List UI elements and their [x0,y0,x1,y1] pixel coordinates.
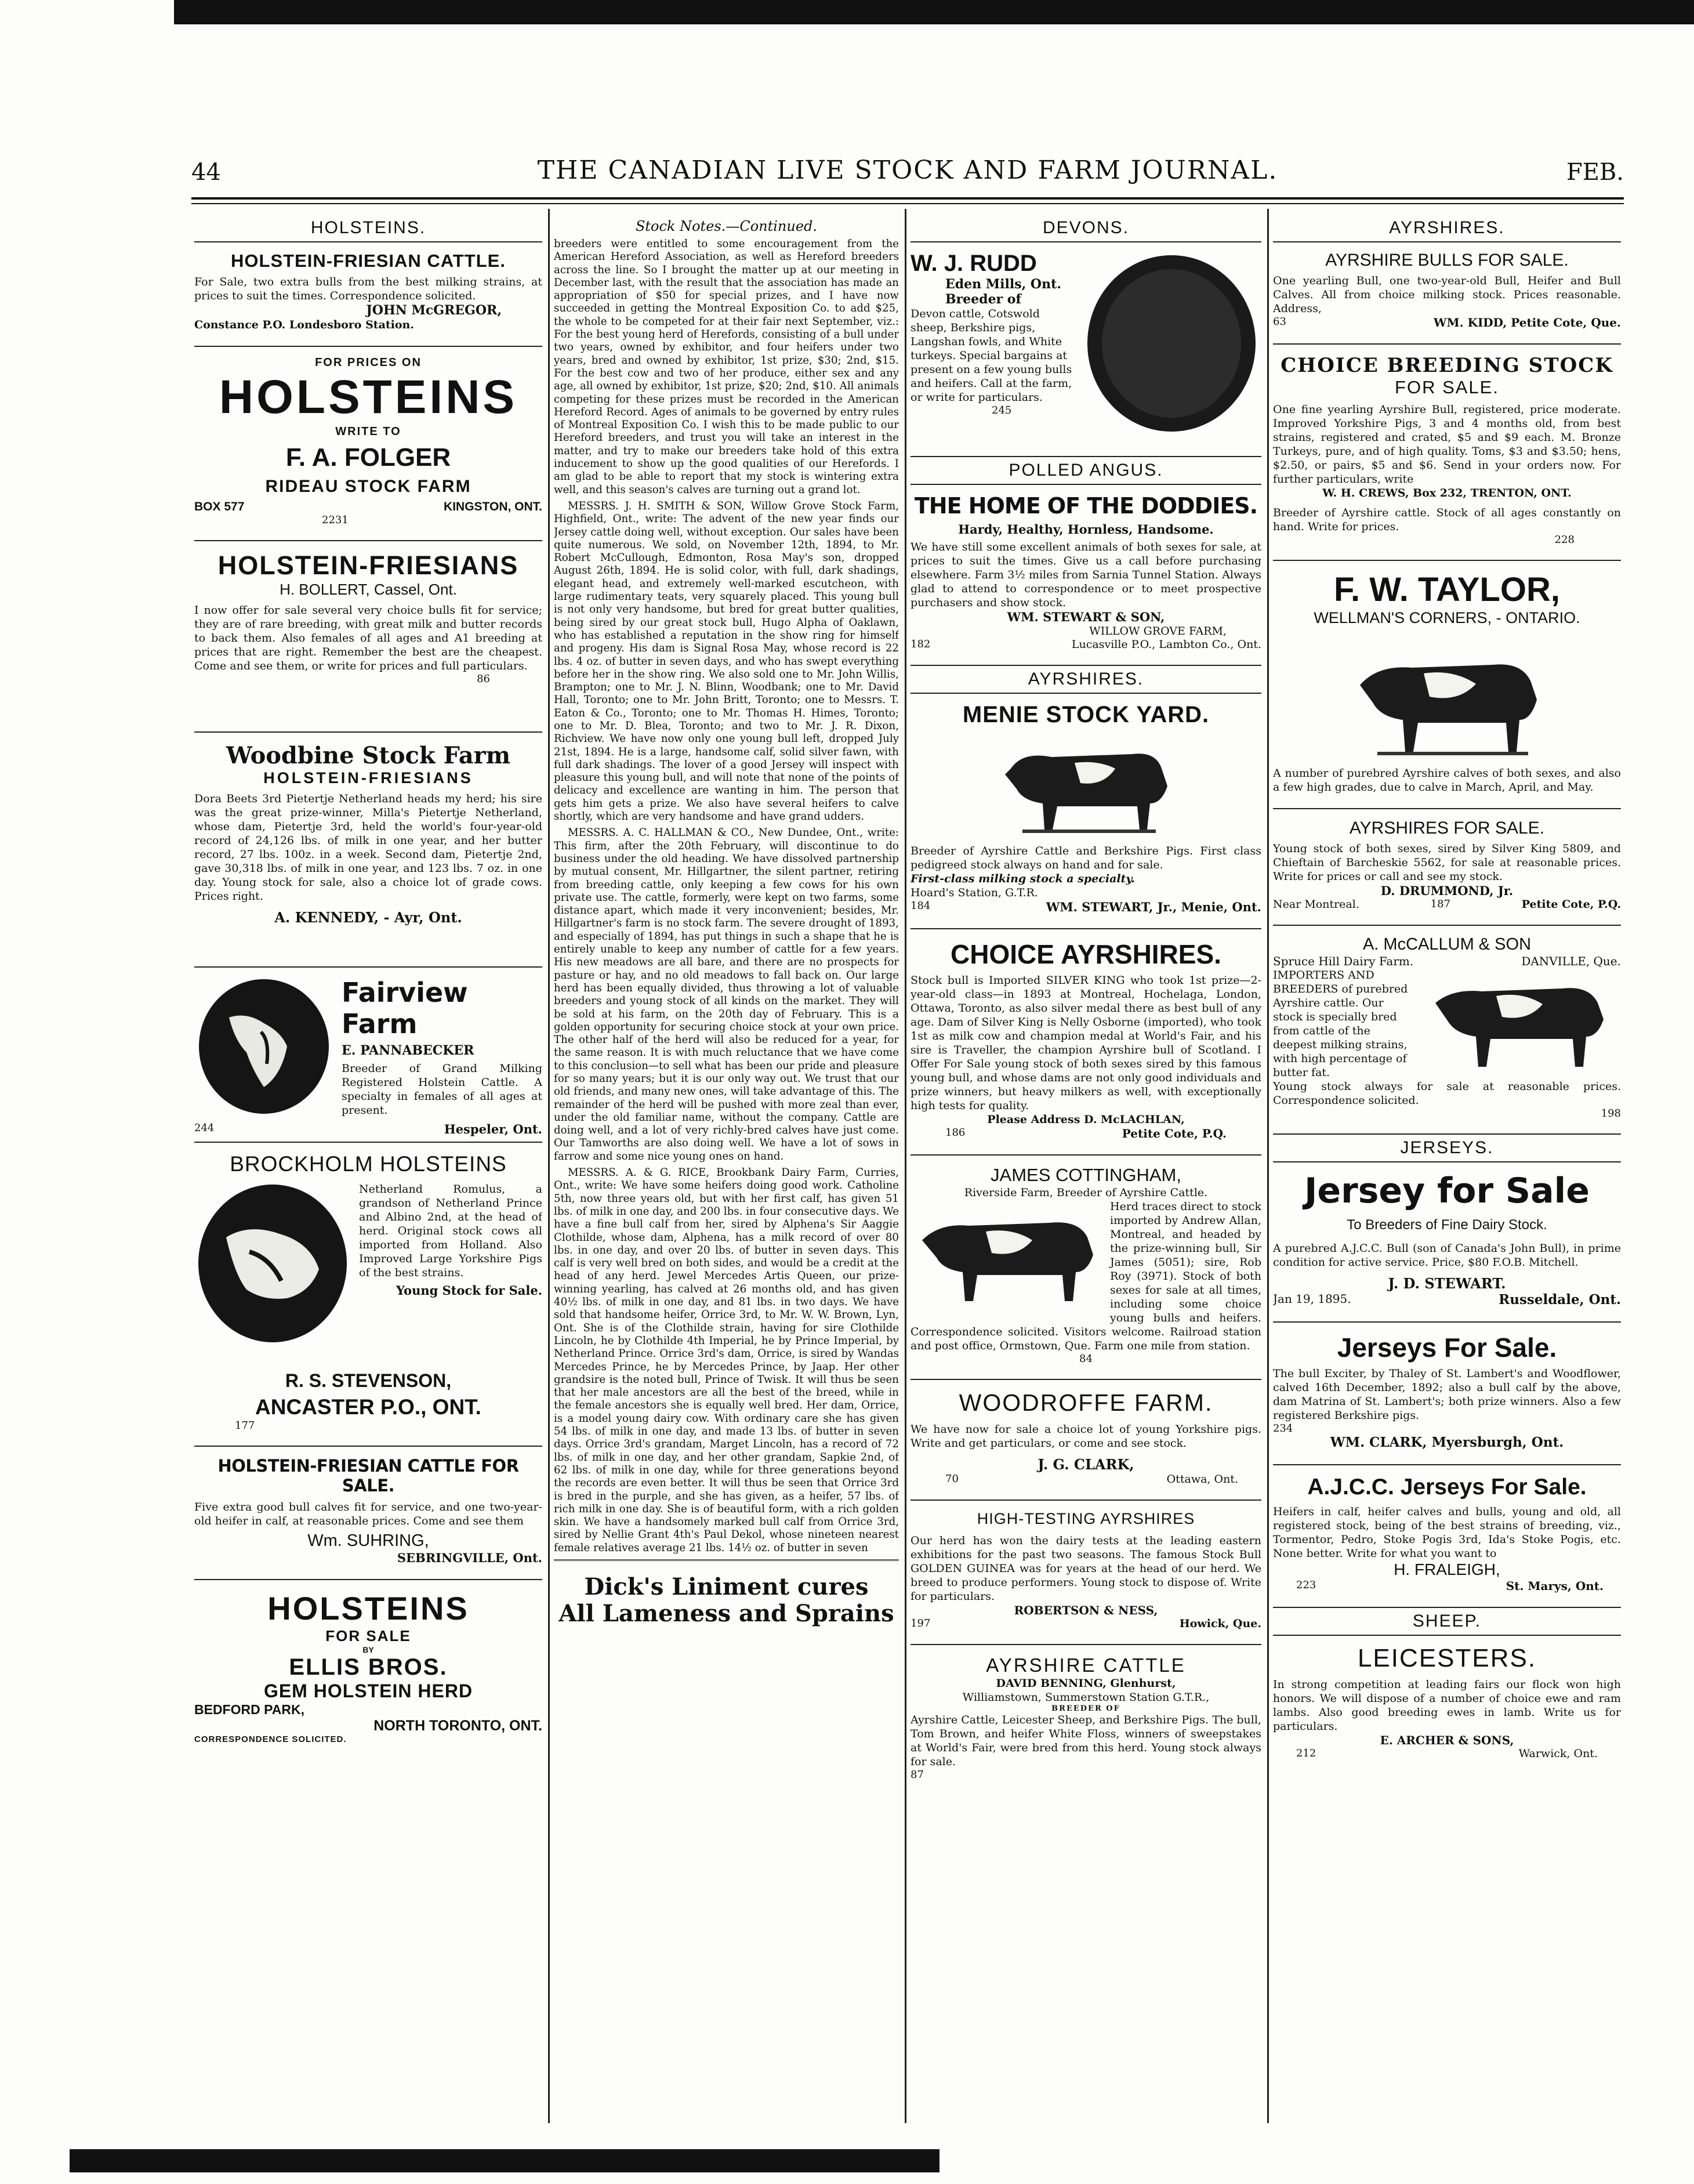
cow-illustration [1273,633,1621,760]
divider [1273,343,1621,345]
ad-kidd [1273,251,1621,329]
ad-place: SEBRINGVILLE, Ont. [397,1551,542,1565]
liniment-line-1: Dick's Liniment cures [584,1573,869,1600]
ad-text: Ayrshire Cattle, Leicester Sheep, and Berkshire Pigs. The bull, Tom Brown, and heifer White Floss, winners of sweepstakes at World's Fair, were bred from this herd. Young stock always for sale. [911,1714,1261,1768]
ad-benning [911,1654,1261,1781]
ad-number: 70 [945,1473,959,1485]
ad-name: W. J. RUDD [911,251,1037,276]
ad-text: Breeder of Ayrshire Cattle and Berkshire Pigs. First class pedigreed stock always on hand and for sale. [911,845,1261,871]
note-paragraph: MESSRS. A. & G. RICE, Brookbank Dairy Farm, Curries, Ont., write: We have some heifers doing good work. Catholine 5th, now three years old, but with her first calf, has given 51 lbs. of milk in one day, and 200 lbs. in four consecutive days. We have a fine bull calf from her, sired by Alphena's Sir Aaggie Clothilde, whose dam, Alphena, has a milk record of over 80 lbs. in one day, and over 20 lbs. of butter in seven days. This calf is very well bred on both sides, and would be a credit at the head of any herd. Jewel Mercedes Artis Queen, our prize-winning yearling, has calved at 26 months old, and has given 40½ lbs. of milk in one day, and 81 lbs. in two days. We have sold that handsome heifer, Orrice 3rd, to Mr. W. W. Brown, Lyn, Ont. She is of the Clothilde strain, having for sire Clothilde Lincoln, he by Clothilde 4th Imperial, he by Prince Imperial, by Netherland Prince. Orrice 3rd's dam, Orrice, is sired by Wandas Mercedes Prince, he by Mercedes Prince, by Jaap. Her other grandsire is the noted bull, Prince of Twisk. It will thus be seen that her male ancestors are all the best of the breed, while in the female ancestors she is equally well bred. Her dam, Orrice, is a model young dairy cow. With ordinary care she has given 54 lbs. of milk in one day, and made 13 lbs. of butter in seven days. Orrice 3rd's grandam, Marget Lincoln, has a record of 72 lbs. of milk in one day, and her other grandam, Sapkie 2nd, of 62 lbs. of milk in one day, while for three generations beyond the records are even better. It will thus be seen that Orrice 3rd is bred in the purple, and she has given, as a heifer, 57 lbs. of rich milk in one day. She is of beautiful form, with a rich golden skin. We have a handsomely marked bull calf from Orrice 3rd, sired by Nellie Grant 4th's Paul Dekol, whose nineteen nearest female relatives average 21 lbs. 14½ oz. of butter in seven [554,1167,899,1554]
ad-bollert [194,550,542,685]
ad-text: Herd traces direct to stock imported by Andrew Allan, Montreal, and headed by the prize-winning bull, Sir James (5051); sire, Rob Roy (3971). Stock of both sexes for sale at all times, including some choice young bulls and heifers. Correspondence solicited. Visitors welcome. Railroad station and post office, Ormstown, Que. Farm one mile from station. [911,1200,1261,1352]
ad-number: 177 [235,1419,255,1432]
ad-woodroffe [911,1389,1261,1486]
header-rule-thin [191,203,1624,204]
ad-place: Eden Mills, Ont. [945,277,1061,292]
ad-text: One yearling Bull, one two-year-old Bull, Heifer and Bull Calves. All from choice milking stock. Prices reasonable. Address, [1273,274,1621,315]
issue-month: FEB. [1566,159,1624,186]
ad-title: AYRSHIRE BULLS FOR SALE. [1325,251,1569,270]
stock-notes-title: Stock Notes.—Continued. [635,218,818,234]
ad-farm: Spruce Hill Dairy Farm. [1273,954,1414,968]
ad-number: 187 [1430,898,1450,910]
scan-edge-bottom [70,2149,940,2172]
ad-place: Hespeler, Ont. [444,1122,542,1136]
ad-date: Jan 19, 1895. [1273,1292,1351,1306]
ad-lead: FOR PRICES ON [315,356,422,369]
ad-text: Stock bull is Imported SILVER KING who took 1st prize—2-year-old class—in 1893 at Montreal, Hochelaga, London, Ottawa, Toronto, as also silver medal there as best bull of any age. Dam of Silver King is Nelly Osborne (imported), who took 1st as milk cow and champion medal at World's Fair, and his sire is Traveller, the champion Ayrshire bull of Scotland. I Offer For Sale young stock of both sexes sired by this famous young bull, and whose dams are not only good individuals and prize winners, but heavy milkers as well, with exceptionally high tests for quality. [911,974,1261,1112]
ad-more: Young stock always for sale at reasonable prices. Correspondence solicited. [1273,1080,1621,1107]
column-3 [911,215,1261,1795]
divider [1273,560,1621,561]
ad-place: Russeldale, Ont. [1499,1292,1621,1307]
ad-address: Please Address D. McLACHLAN, [987,1113,1185,1126]
ad-name: J. G. CLARK, [1038,1456,1134,1473]
ad-title: Jerseys For Sale. [1337,1332,1557,1363]
ad-text: I now offer for sale several very choice bulls fit for service; they are of rare breeding, with great milk and butter records to back them. Also females of all ages and A1 breeding at prices that are right. Remember the best are the cheapest. Come and see them, or write for prices and full particulars. [194,604,542,672]
ad-place: KINGSTON, ONT. [444,500,542,513]
ad-name: WM. STEWART & SON, [1007,610,1165,624]
cow-illustration [911,1200,1102,1312]
ad-place: WELLMAN'S CORNERS, - ONTARIO. [1314,609,1580,626]
ad-signature: A. KENNEDY, - Ayr, Ont. [274,909,462,926]
ad-name: Wm. SUHRING, [307,1531,429,1550]
ad-title: Woodbine Stock Farm [226,742,511,769]
divider [911,1644,1261,1645]
ad-text: One fine yearling Ayrshire Bull, registered, price moderate. Improved Yorkshire Pigs, 3 and 4 months old, from best strains, registered and crated, $5 and $9 each. M. Bronze Turkeys, pure, and of high quality. Toms, $3 and $3.50; hens, $2.50, or pairs, $5 and $6. Send in your orders now. For further particulars, write [1273,403,1621,486]
ad-text: Dora Beets 3rd Pietertje Netherland heads my herd; his sire was the great prize-winner, Milla's Pietertje Netherland, whose dam, Pietertje 3rd, held the world's four-year-old record of 24,126 lbs. of milk in one year, and her butter record, 27 lbs. 100z. in a week. Second dam, Pietertje 2nd, gave 30,318 lbs. of milk in one year, and 123 lbs. 7 oz. in one day. Young stock for sale, also a choice lot of grade cows. Prices right. [194,792,542,903]
ad-place: NORTH TORONTO, ONT. [373,1718,542,1734]
ad-cottingham [911,1165,1261,1365]
divider [1273,1321,1621,1323]
ad-text: A number of purebred Ayrshire calves of both sexes, and also a few high grades, due to calve in March, April, and May. [1273,767,1621,794]
ad-subtitle: To Breeders of Fine Dairy Stock. [1347,1217,1547,1233]
ad-headline: HOLSTEINS [267,1590,469,1627]
ad-mccallum [1273,935,1621,1120]
ad-place: DANVILLE, Que. [1521,954,1621,968]
ad-suhring [194,1456,542,1565]
divider [911,1154,1261,1156]
ad-place: Petite Cote, P.Q. [1122,1127,1227,1140]
ad-place: Ottawa, Ont. [1166,1473,1238,1486]
divider [911,928,1261,929]
ad-name: WM. KIDD, Petite Cote, Que. [1434,316,1621,329]
column-2 [554,215,899,1627]
ad-name: WM. CLARK, Myersburgh, Ont. [1330,1435,1564,1450]
ad-number: 2231 [322,514,349,526]
ad-text: A purebred A.J.C.C. Bull (son of Canada's John Bull), in prime condition for active service. Price, $80 F.O.B. Mitchell. [1273,1242,1621,1269]
ad-title: HOLSTEIN-FRIESIANS [217,550,519,580]
ad-archer [1273,1644,1621,1760]
ad-write-to: WRITE TO [335,425,401,438]
ad-crews [1273,354,1621,546]
ad-name: H. FRALEIGH, [1394,1560,1500,1578]
ad-title: AYRSHIRE CATTLE [986,1654,1186,1676]
column-rule [548,209,550,2123]
ad-station: Hoard's Station, G.T.R. [911,886,1038,899]
scan-edge-top [174,0,1694,24]
ad-by: BY [362,1645,374,1654]
ad-name: JAMES COTTINGHAM, [991,1165,1181,1185]
page-header [191,155,1624,190]
divider [554,1559,899,1561]
ad-woodbine [194,742,542,926]
ad-text: In strong competition at leading fairs our flock won high honors. We will dispose of a number of choice ewe and ram lambs. Also good breeding ewes in lamb. Write us for particulars. [1273,1678,1621,1733]
ad-name: JOHN McGREGOR, [366,303,502,318]
ad-specialty: First-class milking stock a specialty. [911,872,1135,885]
ad-place: Constance P.O. Londesboro Station. [194,318,414,331]
ad-title: A.J.C.C. Jerseys For Sale. [1307,1475,1587,1500]
ad-number: 87 [911,1769,924,1781]
ad-number: 245 [992,404,1012,416]
divider [194,731,542,733]
ad-title: LEICESTERS. [1357,1644,1537,1672]
ad-name: E. ARCHER & SONS, [1380,1733,1514,1747]
ad-mcgregor [194,251,542,332]
section-heading: AYRSHIRES. [1273,215,1621,242]
ad-subtitle: HOLSTEIN-FRIESIANS [263,769,473,787]
ad-title: THE HOME OF THE DODDIES. [914,493,1258,519]
ad-name: D. DRUMMOND, Jr. [1380,883,1514,898]
ad-title: HOLSTEIN-FRIESIAN CATTLE FOR SALE. [217,1456,519,1495]
ad-name: R. S. STEVENSON, [285,1370,452,1391]
ad-clark [1273,1332,1621,1450]
ad-name: J. D. STEWART. [1388,1275,1506,1292]
ad-title: CHOICE AYRSHIRES. [951,939,1221,969]
ad-name: ROBERTSON & NESS, [1014,1603,1158,1617]
ad-farm: RIDEAU STOCK FARM [265,477,471,496]
ad-robertson [911,1510,1261,1630]
ad-title: Jersey for Sale [1304,1171,1590,1211]
ad-number: 212 [1296,1747,1316,1759]
ad-text: Heifers in calf, heifer calves and bulls, young and old, all registered stock, being of the best strains of breeding, viz., Tormentor, Pedro, Stoke Pogis 3rd, Ida's Stoke Pogis, etc. None better. Write for what you want to [1273,1505,1621,1560]
ad-number: 244 [194,1122,215,1134]
page-number: 44 [191,159,221,186]
divider [194,1142,542,1143]
ad-title: MENIE STOCK YARD. [962,702,1210,727]
ad-place: Howick, Que. [1179,1617,1261,1630]
column-1 [194,215,542,1758]
divider [194,1446,542,1447]
liniment-ad [554,1574,899,1627]
ad-title: F. W. TAYLOR, [1334,571,1560,609]
ad-folger [194,356,542,526]
column-rule [905,209,906,2123]
ad-farm: WILLOW GROVE FARM, [1089,625,1227,638]
ad-text: Devon cattle, Cotswold sheep, Berkshire pigs, Langshan fowls, and White turkeys. Special bargains at present on a few young bulls and heifers. Call at the farm, or write for particulars. [911,307,1072,404]
divider [194,346,542,347]
ad-number: 234 [1273,1422,1293,1435]
ad-place: Lucasville P.O., Lambton Co., Ont. [1071,638,1261,651]
divider [1273,1464,1621,1465]
ad-mclachlan [911,939,1261,1140]
stock-notes [554,238,899,1555]
ad-more: Breeder of Ayrshire cattle. Stock of all ages constantly on hand. Write for prices. [1273,506,1621,533]
ad-near: Near Montreal. [1273,898,1359,911]
ad-title: HOLSTEIN-FRIESIAN CATTLE. [231,251,506,271]
ad-number: 84 [1079,1353,1093,1365]
ad-number: 198 [1601,1107,1621,1120]
ad-text: For Sale, two extra bulls from the best milking strains, at prices to suit the times. Correspondence solicited. [194,276,542,302]
divider [194,540,542,541]
ad-title: AYRSHIRES FOR SALE. [1349,818,1545,838]
column-4 [1273,215,1621,1774]
cow-illustration [1424,968,1621,1075]
ad-breeder: BREEDER OF [1051,1704,1120,1713]
journal-title: THE CANADIAN LIVE STOCK AND FARM JOURNAL. [537,155,1278,185]
divider [194,966,542,968]
ad-doddies [911,493,1261,651]
divider [911,1379,1261,1380]
ad-number: 197 [911,1617,931,1629]
ad-text: Five extra good bull calves fit for service, and one two-year-old heifer in calf, at reasonable prices. Come and see them [194,1501,542,1527]
ad-text: IMPORTERS AND BREEDERS of purebred Ayrshire cattle. Our stock is specially bred from cattle of the deepest milking strains, with high percentage of butter fat. [1273,969,1408,1079]
ad-number: 63 [1273,316,1286,328]
divider [1273,925,1621,926]
ad-number: 223 [1296,1579,1316,1591]
ad-title: A. McCALLUM & SON [1362,935,1532,954]
ad-ellis [194,1589,542,1744]
ad-name: F. A. FOLGER [285,443,451,472]
ad-number: 86 [477,673,490,685]
ad-headline: HOLSTEINS [219,371,518,423]
ad-rudd [911,251,1261,442]
ad-text: We have still some excellent animals of both sexes for sale, at prices to suit the times. Give us a call before purchasing elsewhere. Farm 3½ miles from Sarnia Tunnel Station. Always glad to attend to correspondence or to meet prospective purchasers and show stock. [911,541,1261,609]
ad-place: Warwick, Ont. [1518,1747,1598,1760]
ad-title: WOODROFFE FARM. [959,1389,1213,1416]
section-heading: DEVONS. [911,215,1261,242]
ad-for-sale: FOR SALE [325,1627,411,1645]
ad-name: DAVID BENNING, Glenhurst, [996,1677,1176,1690]
ad-number: 182 [911,638,931,650]
ad-text: Young stock of both sexes, sired by Silver King 5809, and Chieftain of Barcheskie 5562, for sale at reasonable prices. Write for prices or call and see my stock. [1273,842,1621,883]
ad-breeder: Breeder of [945,292,1021,307]
ad-name: W. H. CREWS, Box 232, TRENTON, ONT. [1322,487,1572,499]
ad-title: HIGH-TESTING AYRSHIRES [977,1510,1195,1527]
ad-drummond [1273,818,1621,911]
ad-text: We have now for sale a choice lot of young Yorkshire pigs. Write and get particulars, or come and see stock. [911,1423,1261,1450]
ad-menie [911,702,1261,914]
ad-fraleigh [1273,1475,1621,1593]
ad-brockholm [194,1152,542,1432]
note-paragraph: MESSRS. A. C. HALLMAN & CO., New Dundee, Ont., write: This firm, after the 20th February, will discontinue to do business under the old heading. We have dissolved partnership by mutual consent, Mr. Hillgartner, the silent partner, retiring from breeding cattle, only keeping a few cows for his own private use. The cattle, formerly, were kept on two farms, some distance apart, which made it very inconvenient; besides, Mr. Hillgartner's farm is no stock farm. The severe drought of 1893, and especially of 1894, has put things in such a shape that he is entirely unable to keep any number of cattle for a few years. His new meadows are all bare, and there are no prospects for pasture or hay, and no old meadows to fall back on. Our large herd has been equally divided, thus throwing a lot of valuable breeders and young stock of all kinds on the market. They will be sold at his farm, on the 20th day of February. This is a golden opportunity for securing choice stock at your own price. The other half of the herd will also be reduced for a year, for the same reason. It is with much reluctance that we have come to this conclusion—to sell what has been our pride and pleasure for so many years; but it is our only way out. We trust that our old friends, and many new ones, will take advantage of this. The remainder of the herd will be pushed with more zeal than ever, under the old familiar name, without the company. Cattle are doing well, and a lot of very richly-bred calves have just come. Our Tamworths are also doing well. We have a lot of sows in farrow and some nice young ones on hand. [554,827,899,1162]
ad-number: 184 [911,900,931,912]
ad-fairview [194,977,542,1136]
ad-subtitle: FOR SALE. [1395,377,1499,397]
ad-title: CHOICE BREEDING STOCK [1281,354,1613,377]
header-rule [191,197,1624,200]
note-paragraph: breeders were entitled to some encouragement from the American Hereford Association, as well as Hereford breeders across the line. So I brought the matter up at our meeting in December last, with the result that the association has made an appropriation of $50 for special prizes, and I have now succeeded in getting the Montreal Exposition Co. to add $25, the whole to be competed for at their fair next September, viz.: For the best young herd of Herefords, consisting of a bull under two years, owned by exhibitor, and four heifers under two years, bred and owned by exhibitor, 1st prize, $30; 2nd, $15. For the best cow and two of her produce, either sex and any age, all owned by exhibitor, 1st prize, $20; 2nd, $10. All animals competing for these prizes must be recorded in the American Hereford Record. Ages of animals to be governed by entry rules of Montreal Exposition Co. I wish this to be made public to our Hereford breeders, and trust you will take an interest in the matter, and try to make our breeders take hold of this extra inducement to show up the good qualities of our Herefords. I am glad to be able to report that my stock is wintering extra well, and this season's calves are turning out a grand lot. [554,238,899,496]
ad-name: WM. STEWART, Jr., Menie, Ont. [1046,900,1261,914]
ad-name: H. BOLLERT, Cassel, Ont. [280,581,457,598]
divider [911,1500,1261,1501]
ad-title: Fairview Farm [342,977,468,1040]
divider [194,1579,542,1580]
ad-title: BROCKHOLM HOLSTEINS [230,1152,507,1176]
cow-portrait-illustration [194,1182,351,1347]
ad-box: BOX 577 [194,500,245,513]
bull-portrait-illustration [1082,251,1261,439]
ad-number: 186 [945,1127,966,1139]
note-paragraph: MESSRS. J. H. SMITH & SON, Willow Grove Stock Farm, Highfield, Ont., write: The advent of the new year finds our Jersey cattle doing well, without exception. Our sales have been quite numerous. We sold, on November 12th, 1894, to Mr. Robert McCullough, Edmonton, Rosa May's son, dropped August 26th, 1894. He is solid color, with full, dark shadings, elegant head, and extremely well-marked escutcheon, with large rudimentary teats, very squarely placed. This young bull is not only very handsome, but bred for great butter qualities, being sired by our great stock bull, Hugo Alpha of Oaklawn, who has established a reputation in the show ring for himself and progeny. His dam is Signal Rosa May, whose record is 22 lbs. 4 oz. of butter in seven days, and who has swept everything before her in the show ring. We also sold one to Mr. John Willis, Brampton; one to Mr. J. N. Blinn, Woodbank; one to Mr. David Hall, Toronto; one to Mr. John Britt, Toronto; one to Messrs. T. Eaton & Co., Toronto; one to Mr. Thomas H. Himes, Toronto; one to Mr. D. Blea, Toronto; and two to Mr. J. R. Dixon, Richview. We have now only one young bull left, dropped July 21st, 1894. He is a large, handsome calf, solid silver fawn, with full dark shadings. The lover of a good Jersey will inspect with pleasure this young bull, and will note that none of the points of delicacy and excellence are wanting in him. The person that gets him gets a prize. We also have several heifers to calve shortly, which are very handsome and have grand udders. [554,499,899,823]
divider [1273,808,1621,809]
ad-place: Petite Cote, P.Q. [1521,898,1621,911]
ad-place: St. Marys, Ont. [1506,1579,1604,1593]
section-heading: JERSEYS. [1273,1133,1621,1162]
ad-correspondence: CORRESPONDENCE SOLICITED. [194,1734,347,1744]
ad-subtitle: Riverside Farm, Breeder of Ayrshire Cattle. [964,1186,1208,1199]
cow-portrait-illustration [194,977,333,1118]
section-heading: SHEEP. [1273,1607,1621,1636]
cow-illustration [911,734,1261,838]
section-heading: HOLSTEINS. [194,215,542,242]
ad-text: Breeder of Grand Milking Registered Holstein Cattle. A specialty in females of all ages at present. [342,1062,542,1117]
ad-subtitle: Hardy, Healthy, Hornless, Handsome. [958,522,1214,537]
liniment-line-2: All Lameness and Sprains [558,1599,894,1627]
ad-number: 228 [1554,534,1575,546]
section-heading: POLLED ANGUS. [911,456,1261,485]
section-heading: AYRSHIRES. [911,665,1261,694]
ad-young-stock: Young Stock for Sale. [396,1283,542,1298]
ad-taylor [1273,570,1621,794]
ad-herd: GEM HOLSTEIN HERD [263,1680,473,1701]
ad-text: Netherland Romulus, a grandson of Netherland Prince and Albino 2nd, at the head of herd. Original stock cows all imported from Holland. Also Improved Large Yorkshire Pigs of the best strains. [359,1183,542,1279]
ad-place: Williamstown, Summerstown Station G.T.R., [962,1691,1210,1704]
ad-name: E. PANNABECKER [342,1043,474,1058]
ad-place: ANCASTER P.O., ONT. [255,1395,481,1419]
ad-stewart [1273,1171,1621,1307]
ad-text: The bull Exciter, by Thaley of St. Lambert's and Woodflower, calved 16th December, 1892; also a bull calf by the above, dam Matrina of St. Lambert's; both prize winners. Also a few registered Berkshire pigs. [1273,1367,1621,1422]
ad-park: BEDFORD PARK, [194,1702,304,1717]
column-rule [1267,209,1269,2123]
ad-text: Our herd has won the dairy tests at the leading eastern exhibitions for the past two seasons. The famous Stock Bull GOLDEN GUINEA was for years at the head of our herd. We breed to produce performers. Young stock to dispose of. Write for particulars. [911,1534,1261,1603]
ad-name: ELLIS BROS. [289,1654,448,1680]
